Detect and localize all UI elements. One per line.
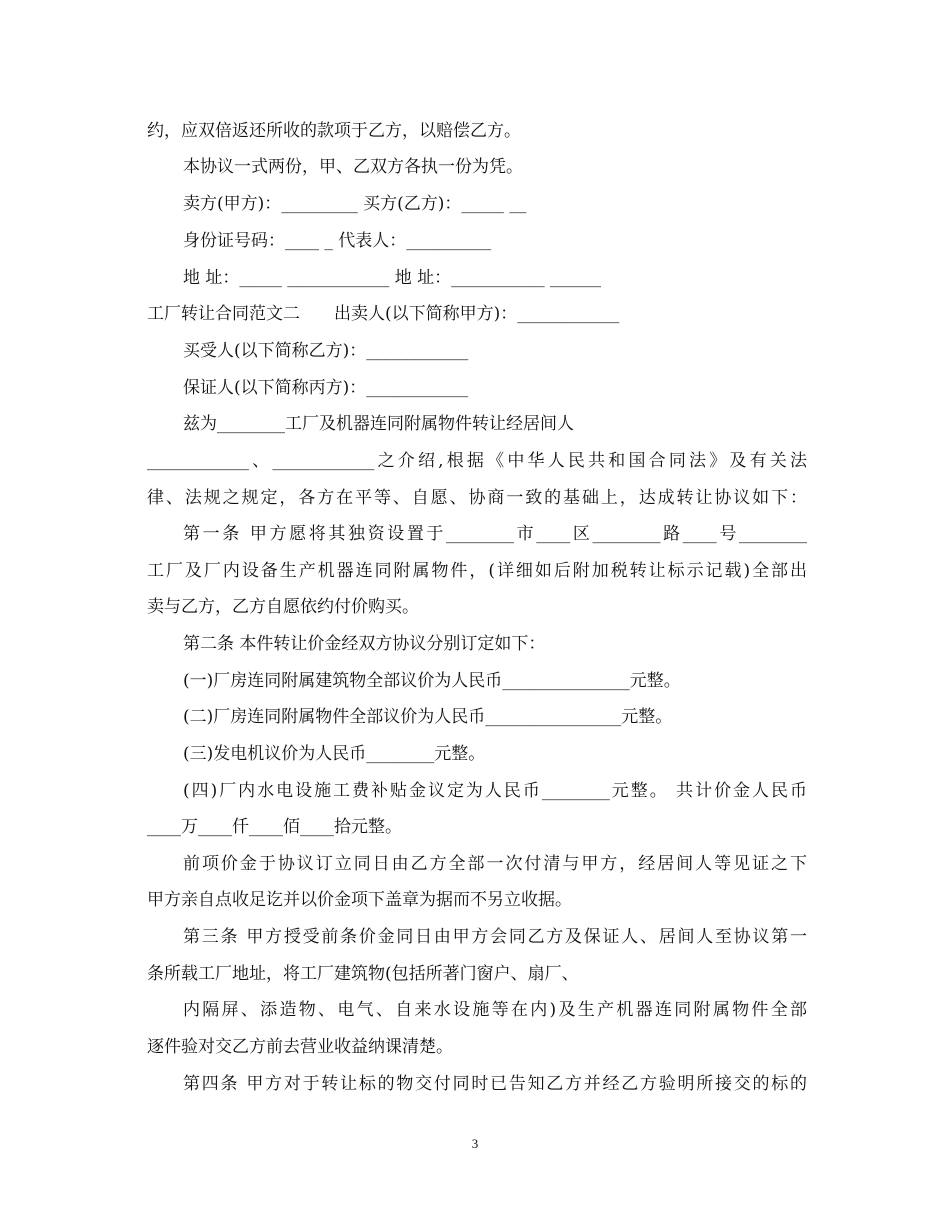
text-line: 约，应双倍返还所收的款项于乙方，以赔偿乙方。 bbox=[147, 121, 521, 141]
text-line: 甲方亲自点收足讫并以价金项下盖章为据而不另立收据。 bbox=[147, 890, 572, 910]
text-line: 工厂转让合同范文二 出卖人(以下简称甲方)：____________ bbox=[147, 304, 620, 324]
text-line: 卖方(甲方)：_________ 买方(乙方)：_____ __ bbox=[183, 194, 527, 214]
text-line: 第二条 本件转让价金经双方协议分别订定如下： bbox=[183, 634, 546, 654]
text-line: ____________、____________之介绍,根据《中华人民共和国合同法》及有关法 bbox=[147, 451, 807, 471]
text-line: 地 址：_____ ____________ 地 址：___________ ______ bbox=[183, 268, 602, 288]
text-line: 身份证号码：____ _ 代表人：__________ bbox=[183, 231, 492, 251]
text-line: 保证人(以下简称丙方)：____________ bbox=[183, 378, 469, 398]
text-line: (一)厂房连同附属建筑物全部议价为人民币_______________元整。 bbox=[183, 671, 681, 691]
text-line: 买受人(以下简称乙方)：____________ bbox=[183, 341, 469, 361]
text-line: (三)发电机议价为人民币________元整。 bbox=[183, 744, 486, 764]
page-number: 3 bbox=[471, 1136, 479, 1151]
text-line: 条所载工厂地址，将工厂建筑物(包括所著门窗户、扇厂、 bbox=[147, 964, 579, 984]
text-line: 卖与乙方，乙方自愿依约付价购买。 bbox=[147, 597, 419, 617]
text-line: (四)厂内水电设施工费补贴金议定为人民币________元整。 共计价金人民币 bbox=[183, 781, 807, 801]
text-line: 律、法规之规定，各方在平等、自愿、协商一致的基础上，达成转让协议如下： bbox=[147, 488, 807, 508]
text-line: 前项价金于协议订立同日由乙方全部一次付清与甲方，经居间人等见证之下 bbox=[183, 854, 807, 874]
text-line: 兹为________工厂及机器连同附属物件转让经居间人 bbox=[183, 414, 574, 434]
text-line: 第四条 甲方对于转让标的物交付同时已告知乙方并经乙方验明所接交的标的 bbox=[183, 1074, 807, 1094]
text-line: (二)厂房连同附属物件全部议价为人民币________________元整。 bbox=[183, 707, 673, 727]
text-line: ____万____仟____佰____拾元整。 bbox=[147, 817, 402, 837]
text-line: 逐件验对交乙方前去营业收益纳课清楚。 bbox=[147, 1037, 453, 1057]
text-line: 本协议一式两份，甲、乙双方各执一份为凭。 bbox=[183, 157, 523, 177]
text-line: 第三条 甲方授受前条价金同日由甲方会同乙方及保证人、居间人至协议第一 bbox=[183, 927, 807, 947]
text-line: 工厂及厂内设备生产机器连同附属物件，(详细如后附加税转让标示记载)全部出 bbox=[147, 561, 807, 581]
text-line: 内隔屏、添造物、电气、自来水设施等在内)及生产机器连同附属物件全部 bbox=[183, 1000, 807, 1020]
text-line: 第一条 甲方愿将其独资设置于________市____区________路____号________ bbox=[183, 524, 807, 544]
